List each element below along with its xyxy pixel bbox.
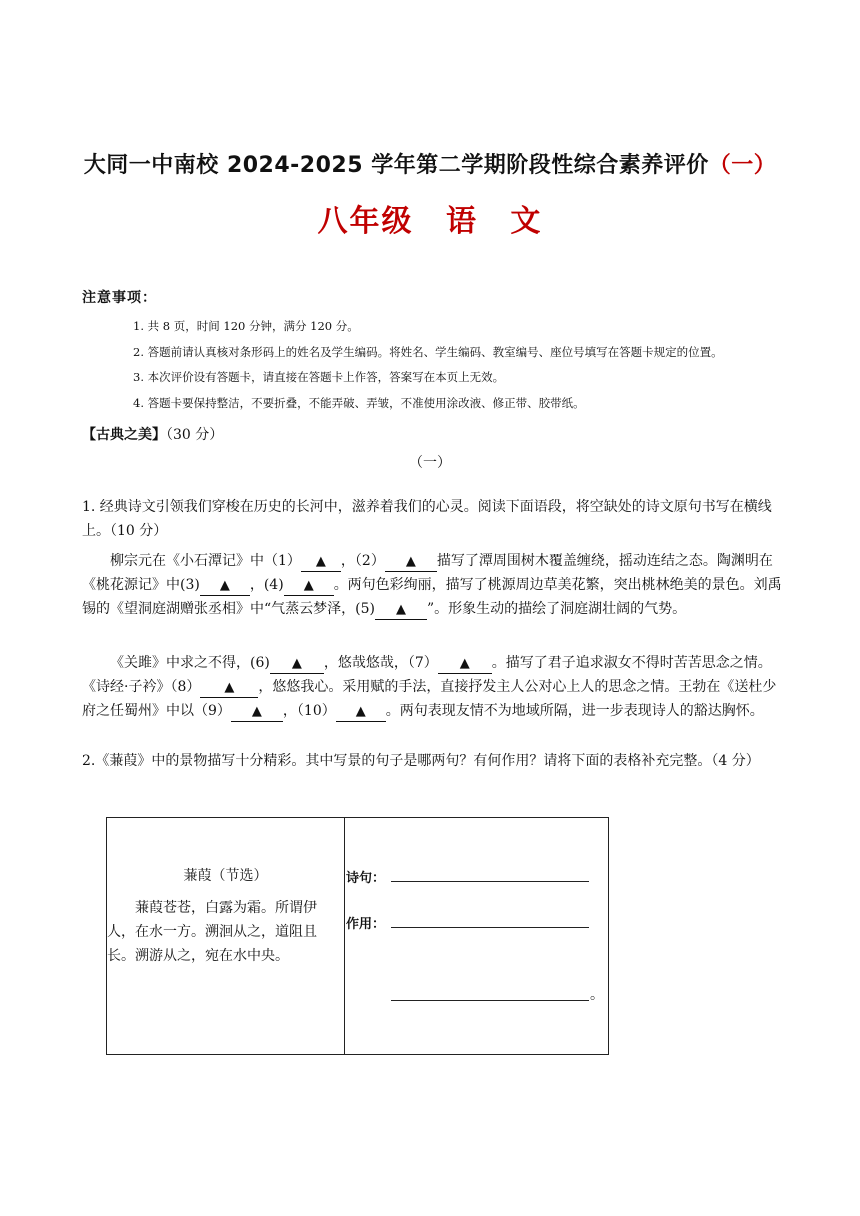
notice-item: 2. 答题前请认真核对条形码上的姓名及学生编码。将姓名、学生编码、教室编号、座位号填写在答题卡规定的位置。 (133, 344, 723, 359)
effect-label: 作用： (346, 917, 386, 932)
verse-label: 诗句： (346, 871, 386, 886)
verse-answer-line[interactable] (391, 881, 589, 882)
exam-title-main: 大同一中南校 2024-2025 学年第二学期阶段性综合素养评价 (83, 153, 709, 178)
notice-item: 1. 共 8 页，时间 120 分钟，满分 120 分。 (133, 319, 359, 333)
exam-subtitle: 八年级 语 文 (317, 204, 543, 239)
answer-blank-9[interactable]: ▲ (231, 702, 283, 722)
answer-blank-2[interactable]: ▲ (385, 552, 437, 572)
poem-title: 蒹葭（节选） (183, 868, 268, 884)
part-number: （一） (409, 455, 451, 471)
notice-list (133, 318, 813, 420)
effect-answer-line-2[interactable] (391, 1000, 589, 1001)
answer-table (106, 817, 609, 1055)
answer-blank-1[interactable]: ▲ (301, 552, 341, 572)
answer-blank-7[interactable]: ▲ (438, 654, 492, 674)
effect-answer-line-1[interactable] (391, 927, 589, 928)
question-1-paragraph-1: 柳宗元在《小石潭记》中（1） ▲ ，（2） ▲ 描写了潭周围树木覆盖缠绕，摇动连结之态。陶渊明在《桃花源记》中(3) ▲ ，(4) ▲ 。两句色彩绚丽，描写了桃源周边草美花繁，突出桃林绝美的景色。刘禹锡的《望洞庭湖赠张丞相》中“气蒸云梦泽，(5) ▲ ”。形象生动的描绘了洞庭湖壮阔的气势。 (82, 549, 782, 621)
notice-item: 3. 本次评价设有答题卡，请直接在答题卡上作答，答案写在本页上无效。 (133, 370, 505, 384)
answer-blank-4[interactable]: ▲ (284, 576, 334, 596)
exam-title (0, 148, 860, 179)
question-2-stem: 2.《蒹葭》中的景物描写十分精彩。其中写景的句子是哪两句？有何作用？请将下面的表格补充完整。（4 分） (82, 753, 760, 769)
answer-blank-6[interactable]: ▲ (270, 654, 324, 674)
exam-title-suffix: （一） (708, 153, 777, 178)
notice-heading: 注意事项： (82, 290, 157, 306)
answer-blank-3[interactable]: ▲ (200, 576, 250, 596)
answer-blank-10[interactable]: ▲ (336, 702, 386, 722)
answer-blank-8[interactable]: ▲ (200, 678, 258, 698)
question-1-stem: 1. 经典诗文引领我们穿梭在历史的长河中，滋养着我们的心灵。阅读下面语段，将空缺处的诗文原句书写在横线上。（10 分） (82, 499, 772, 539)
question-1-paragraph-2: 《关雎》中求之不得，(6) ▲ ，悠哉悠哉，（7） ▲ 。描写了君子追求淑女不得时苦苦思念之情。《诗经·子衿》（8） ▲ ，悠悠我心。采用赋的手法，直接抒发主人公对心上人的思念之情。王勃在《送杜少府之任蜀州》中以（9） ▲ ，（10） ▲ 。两句表现友情不为地域所隔，进一步表现诗人的豁达胸怀。 (82, 651, 782, 723)
poem-text: 蒹葭苍苍，白露为霜。所谓伊人，在水一方。溯洄从之，道阻且长。溯游从之，宛在水中央。 (107, 900, 317, 964)
section-heading (82, 424, 223, 444)
effect-end-mark: 。 (590, 987, 604, 1003)
answer-blank-5[interactable]: ▲ (375, 600, 427, 620)
section-score: （30 分） (166, 427, 224, 443)
notice-item: 4. 答题卡要保持整洁，不要折叠，不能弄破、弄皱，不准使用涂改液、修正带、胶带纸。 (133, 395, 585, 410)
table-divider (344, 818, 345, 1054)
section-name: 【古典之美】 (82, 427, 166, 443)
